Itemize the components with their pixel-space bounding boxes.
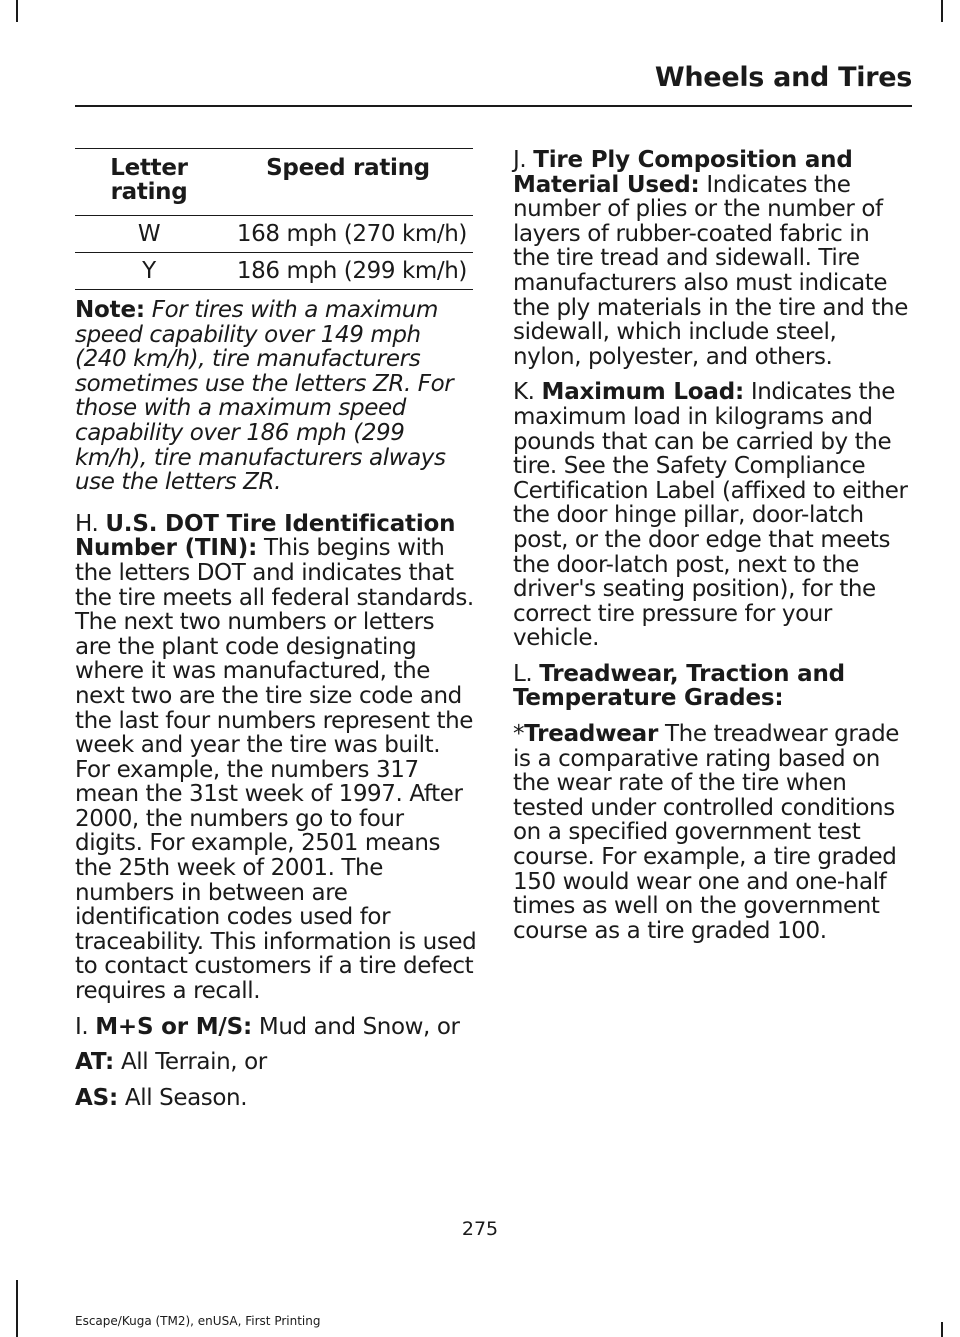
section-i [75,1015,477,1040]
section-h [75,512,477,1004]
treadwear-label: Treadwear [524,721,659,748]
treadwear-paragraph [513,722,910,943]
section-i-title: M+S or M/S: [95,1013,252,1040]
section-h-letter: H. [75,510,99,537]
left-column [75,148,477,1121]
section-l-letter: L. [513,660,533,687]
at-label: AT: [75,1049,115,1076]
section-i-as [75,1086,477,1111]
section-j [513,148,910,369]
at-text: All Terrain, or [120,1049,267,1076]
section-i-at [75,1050,477,1075]
speed-rating-table [75,148,473,290]
as-text: All Season. [124,1084,248,1111]
speed-rating-cell: 168 mph (270 km/h) [223,216,473,253]
right-column [513,148,910,954]
crop-mark-top-left [16,0,18,22]
note-paragraph [75,298,477,495]
section-k [513,380,910,651]
section-k-letter: K. [513,379,535,406]
treadwear-prefix: * [513,721,525,748]
column-header-speed-rating: Speed rating [223,149,473,216]
section-h-text: This begins with the letters DOT and indicates that the tire meets all federal standards. The next two numbers or letters are the plant code designating where it was manufactured, the next two are the tire size code and the last four numbers represent the week and year the tire was built. For example, the numbers 317 mean the 31st week of 1997. After 2000, the numbers go to four digits. For example, 2501 means the 25th week of 2001. The numbers in between are identification codes used for traceability. This information is used to contact customers if a tire defect requires a recall. [75,535,477,1005]
section-k-title: Maximum Load: [541,379,744,406]
letter-rating-cell: Y [75,253,223,290]
treadwear-text: The treadwear grade is a comparative rating based on the wear rate of the tire when tested under controlled conditions on a specified government test course. For example, a tire graded 150 would wear one and one-half times as well on the government course as a tire graded 100. [513,721,900,944]
column-header-letter-rating: Letter rating [75,149,223,216]
section-j-title: Tire Ply Composition and Material Used: [513,147,853,198]
note-text: For tires with a maximum speed capability over 149 mph (240 km/h), tire manufacturers sometimes use the letters ZR. For those with a maximum speed capability over 186 mph (299 km/h), tire manufacturers always use the letters ZR. [75,297,454,496]
page-title: Wheels and Tires [654,62,912,93]
crop-mark-top-right [941,0,943,22]
table-row [75,216,473,253]
footer-text: Escape/Kuga (TM2), enUSA, First Printing [75,1314,321,1328]
section-i-text: Mud and Snow, or [258,1013,460,1040]
section-h-title: U.S. DOT Tire Identification Number (TIN): [75,510,456,562]
section-j-text: Indicates the number of plies or the number of layers of rubber-coated fabric in the tire tread and sidewall. Tire manufacturers also must indicate the ply materials in the tire and the sidewall, which include steel, nylon, polyester, and others. [513,171,908,370]
speed-rating-cell: 186 mph (299 km/h) [223,253,473,290]
section-k-text: Indicates the maximum load in kilograms and pounds that can be carried by the tire. See the Safety Compliance Certification Label (affixed to either the door hinge pillar, door-latch post, or the door edge that meets the door-latch post, next to the driver's seating position), for the correct tire pressure for your vehicle. [513,379,908,652]
table-row [75,253,473,290]
section-l [513,662,910,711]
section-i-letter: I. [75,1013,89,1040]
header-divider [75,105,912,107]
crop-mark-bottom-right [941,1322,943,1337]
section-j-letter: J. [513,147,527,173]
page-number: 275 [461,1218,499,1240]
section-l-title: Treadwear, Traction and Temperature Grades: [513,660,845,712]
as-label: AS: [75,1084,118,1111]
note-label: Note: [75,297,145,323]
crop-mark-bottom-left [16,1280,18,1337]
table-header-row [75,149,473,216]
letter-rating-cell: W [75,216,223,253]
